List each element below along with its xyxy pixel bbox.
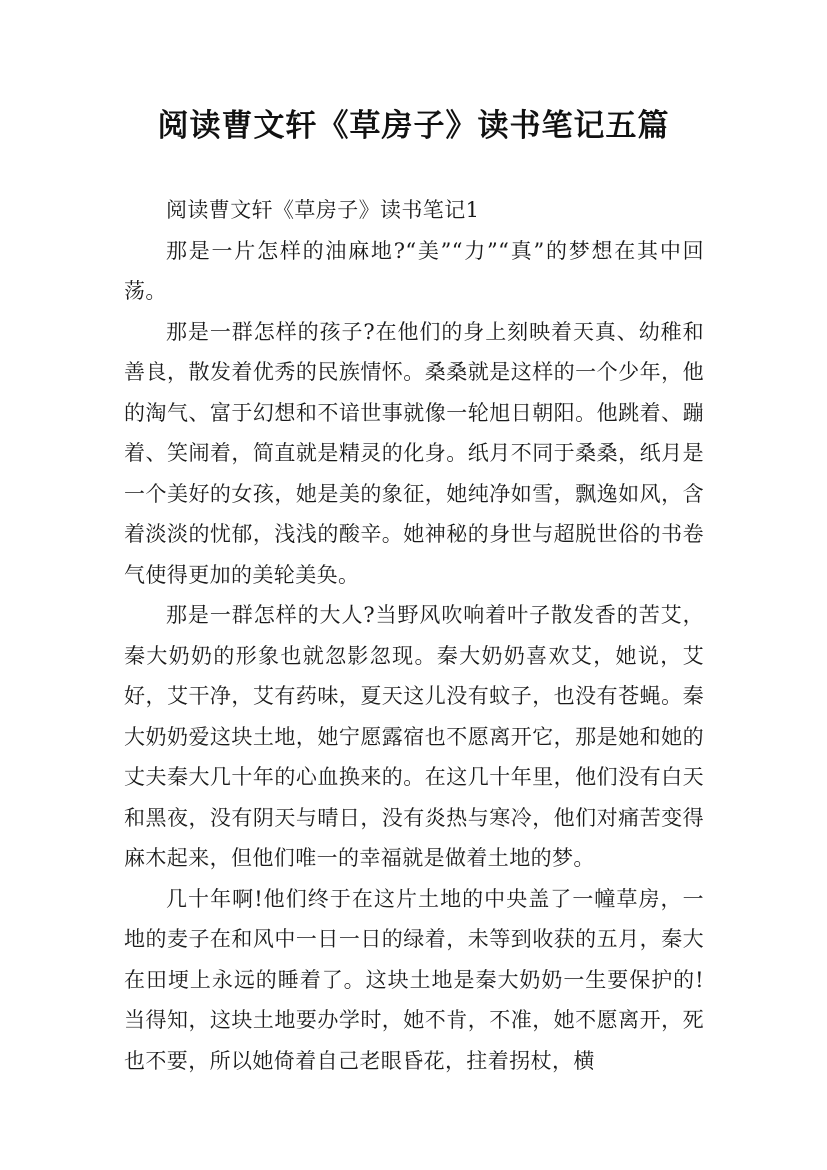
body-paragraph: 几十年啊!他们终于在这片土地的中央盖了一幢草房，一地的麦子在和风中一日一日的绿着，未等到收获的五月，秦大在田埂上永远的睡着了。这块土地是秦大奶奶一生要保护的!当得知，这块土地要办学时，她不肯，不准，她不愿离开，死也不要，所以她倚着自己老眼昏花，拄着拐杖，横	[124, 886, 704, 1073]
body-paragraph: 那是一群怎样的孩子?在他们的身上刻映着天真、幼稚和善良，散发着优秀的民族情怀。桑桑就是这样的一个少年，他的淘气、富于幻想和不谙世事就像一轮旭日朝阳。他跳着、蹦着、笑闹着，简直就是精灵的化身。纸月不同于桑桑，纸月是一个美好的女孩，她是美的象征，她纯净如雪，飘逸如风，含着淡淡的忧郁，浅浅的酸辛。她神秘的身世与超脱世俗的书卷气使得更加的美轮美奂。	[124, 319, 704, 587]
body-paragraph: 那是一群怎样的大人?当野风吹响着叶子散发香的苦艾，秦大奶奶的形象也就忽影忽现。秦大奶奶喜欢艾，她说，艾好，艾干净，艾有药味，夏天这儿没有蚊子，也没有苍蝇。秦大奶奶爱这块土地，她宁愿露宿也不愿离开它，那是她和她的丈夫秦大几十年的心血换来的。在这几十年里，他们没有白天和黑夜，没有阴天与晴日，没有炎热与寒冷，他们对痛苦变得麻木起来，但他们唯一的幸福就是做着土地的梦。	[124, 603, 704, 870]
section-heading: 阅读曹文轩《草房子》读书笔记1	[166, 198, 480, 222]
body-paragraph: 那是一片怎样的油麻地?“美”“力”“真”的梦想在其中回荡。	[124, 238, 704, 303]
document-title: 阅读曹文轩《草房子》读书笔记五篇	[157, 108, 670, 144]
document-body	[124, 190, 704, 1081]
